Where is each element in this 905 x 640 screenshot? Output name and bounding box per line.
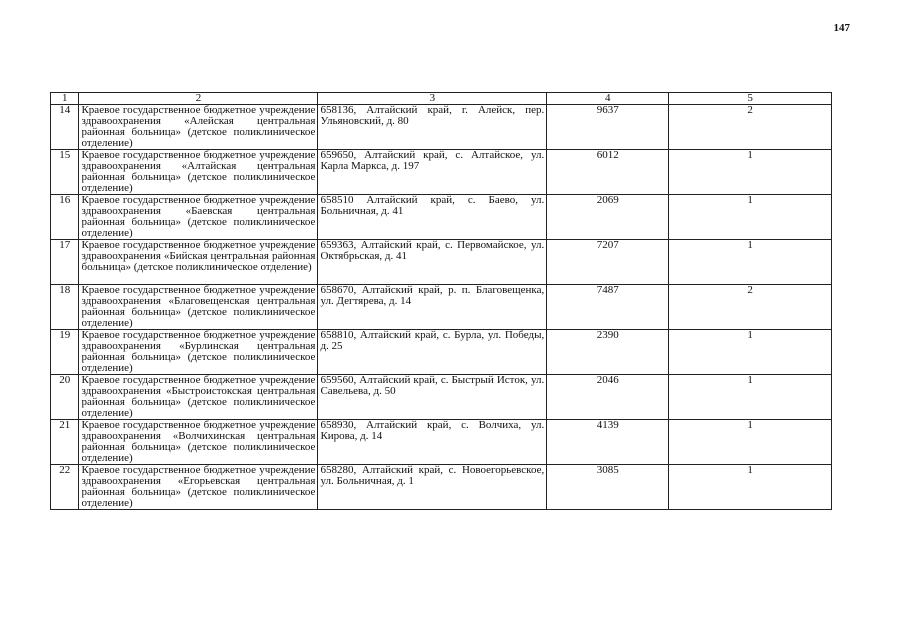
- row-number: 22: [51, 465, 79, 510]
- table-row: [51, 465, 832, 510]
- population-value: 6012: [547, 150, 669, 195]
- table-row: [51, 105, 832, 150]
- facility-name: Краевое государственное бюджетное учреждение здравоохранения «Бурлинская центральная районная больница» (детское поликлиническое отделение): [79, 330, 318, 375]
- count-value: 1: [669, 420, 832, 465]
- column-header-5: 5: [669, 93, 832, 105]
- table-header-row: [51, 93, 832, 105]
- count-value: 1: [669, 195, 832, 240]
- population-value: 2069: [547, 195, 669, 240]
- facility-address: 658280, Алтайский край, с. Новоегорьевское, ул. Больничная, д. 1: [318, 465, 547, 510]
- column-header-4: 4: [547, 93, 669, 105]
- count-value: 1: [669, 375, 832, 420]
- facility-address: 658670, Алтайский край, р. п. Благовещенка, ул. Дегтярева, д. 14: [318, 285, 547, 330]
- facility-address: 658810, Алтайский край, с. Бурла, ул. Победы, д. 25: [318, 330, 547, 375]
- facility-address: 658510 Алтайский край, с. Баево, ул. Больничная, д. 41: [318, 195, 547, 240]
- population-value: 4139: [547, 420, 669, 465]
- row-number: 19: [51, 330, 79, 375]
- population-value: 7207: [547, 240, 669, 285]
- population-value: 9637: [547, 105, 669, 150]
- facilities-table: [50, 92, 832, 510]
- count-value: 1: [669, 150, 832, 195]
- population-value: 3085: [547, 465, 669, 510]
- count-value: 1: [669, 240, 832, 285]
- count-value: 2: [669, 105, 832, 150]
- facility-address: 659650, Алтайский край, с. Алтайское, ул. Карла Маркса, д. 197: [318, 150, 547, 195]
- facility-address: 659363, Алтайский край, с. Первомайское, ул. Октябрьская, д. 41: [318, 240, 547, 285]
- count-value: 2: [669, 285, 832, 330]
- column-header-3: 3: [318, 93, 547, 105]
- table-row: [51, 285, 832, 330]
- row-number: 21: [51, 420, 79, 465]
- count-value: 1: [669, 465, 832, 510]
- column-header-2: 2: [79, 93, 318, 105]
- row-number: 18: [51, 285, 79, 330]
- table-row: [51, 195, 832, 240]
- table-row: [51, 240, 832, 285]
- facility-name: Краевое государственное бюджетное учреждение здравоохранения «Волчихинская центральная районная больница» (детское поликлиническое отделение): [79, 420, 318, 465]
- row-number: 14: [51, 105, 79, 150]
- facility-name: Краевое государственное бюджетное учреждение здравоохранения «Баевская центральная районная больница» (детское поликлиническое отделение): [79, 195, 318, 240]
- page-number: 147: [833, 22, 850, 34]
- facility-address: 659560, Алтайский край, с. Быстрый Исток, ул. Савельева, д. 50: [318, 375, 547, 420]
- facility-name: Краевое государственное бюджетное учреждение здравоохранения «Егорьевская центральная районная больница» (детское поликлиническое отделение): [79, 465, 318, 510]
- population-value: 7487: [547, 285, 669, 330]
- table-row: [51, 330, 832, 375]
- row-number: 20: [51, 375, 79, 420]
- facility-address: 658930, Алтайский край, с. Волчиха, ул. Кирова, д. 14: [318, 420, 547, 465]
- facility-name: Краевое государственное бюджетное учреждение здравоохранения «Алейская центральная районная больница» (детское поликлиническое отделение): [79, 105, 318, 150]
- count-value: 1: [669, 330, 832, 375]
- facility-name: Краевое государственное бюджетное учреждение здравоохранения «Алтайская центральная районная больница» (детское поликлиническое отделение): [79, 150, 318, 195]
- table-row: [51, 150, 832, 195]
- facility-name: Краевое государственное бюджетное учреждение здравоохранения «Благовещенская центральная районная больница» (детское поликлиническое отделение): [79, 285, 318, 330]
- row-number: 16: [51, 195, 79, 240]
- table-row: [51, 420, 832, 465]
- row-number: 15: [51, 150, 79, 195]
- column-header-1: 1: [51, 93, 79, 105]
- table-row: [51, 375, 832, 420]
- facility-address: 658136, Алтайский край, г. Алейск, пер. Ульяновский, д. 80: [318, 105, 547, 150]
- population-value: 2390: [547, 330, 669, 375]
- row-number: 17: [51, 240, 79, 285]
- population-value: 2046: [547, 375, 669, 420]
- facility-name: Краевое государственное бюджетное учреждение здравоохранения «Быстроистокская центральная районная больница» (детское поликлиническое отделение): [79, 375, 318, 420]
- facility-name: Краевое государственное бюджетное учреждение здравоохранения «Бийская центральная районная больница» (детское поликлиническое отделение): [79, 240, 318, 285]
